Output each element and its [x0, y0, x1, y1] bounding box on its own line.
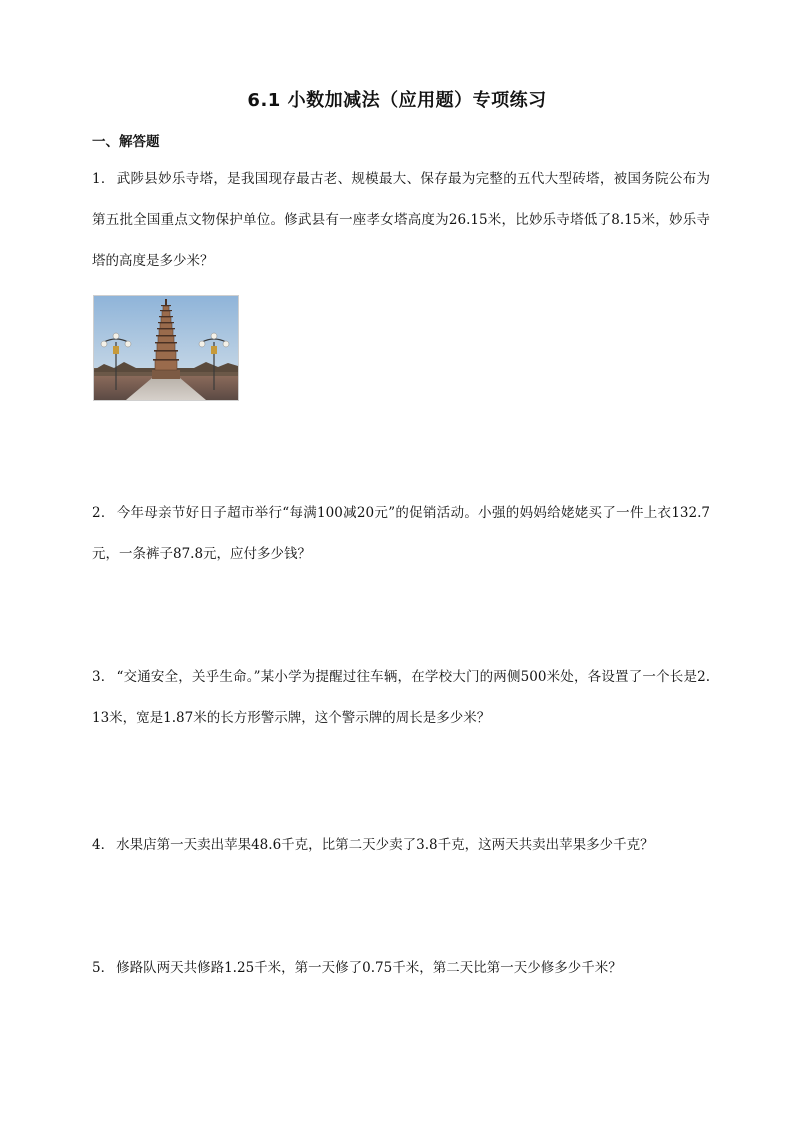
question-text: 今年母亲节好日子超市举行“每满100减20元”的促销活动。小强的妈妈给姥姥买了一件上衣132.7元，一条裤子87.8元，应付多少钱？: [92, 505, 710, 562]
question-text: “交通安全，关乎生命。”某小学为提醒过往车辆，在学校大门的两侧500米处，各设置了一个长是2.13米，宽是1.87米的长方形警示牌，这个警示牌的周长是多少米？: [92, 669, 711, 726]
question-number: 2．: [92, 505, 115, 521]
page-title: 6.1 小数加减法（应用题）专项练习: [247, 90, 547, 111]
question-number: 1．: [92, 171, 115, 187]
question-number: 5．: [92, 960, 115, 976]
question-text: 修路队两天共修路1.25千米，第一天修了0.75千米，第二天比第一天少修多少千米？: [116, 960, 622, 976]
question-2: [92, 493, 710, 575]
question-text: 武陟县妙乐寺塔，是我国现存最古老、规模最大、保存最为完整的五代大型砖塔，被国务院公布为第五批全国重点文物保护单位。修武县有一座孝女塔高度为26.15米，比妙乐寺塔低了8.15米，妙乐寺塔的高度是多少米？: [92, 171, 710, 269]
question-5: [92, 948, 710, 989]
section-heading: 一、解答题: [92, 134, 160, 150]
question-1: [92, 159, 710, 282]
pagoda-photo: [93, 295, 239, 401]
question-text: 水果店第一天卖出苹果48.6千克，比第二天少卖了3.8千克，这两天共卖出苹果多少千克？: [116, 837, 654, 853]
question-4: [92, 825, 710, 866]
question-number: 3．: [92, 669, 115, 685]
question-3: [92, 657, 710, 739]
question-number: 4．: [92, 837, 115, 853]
